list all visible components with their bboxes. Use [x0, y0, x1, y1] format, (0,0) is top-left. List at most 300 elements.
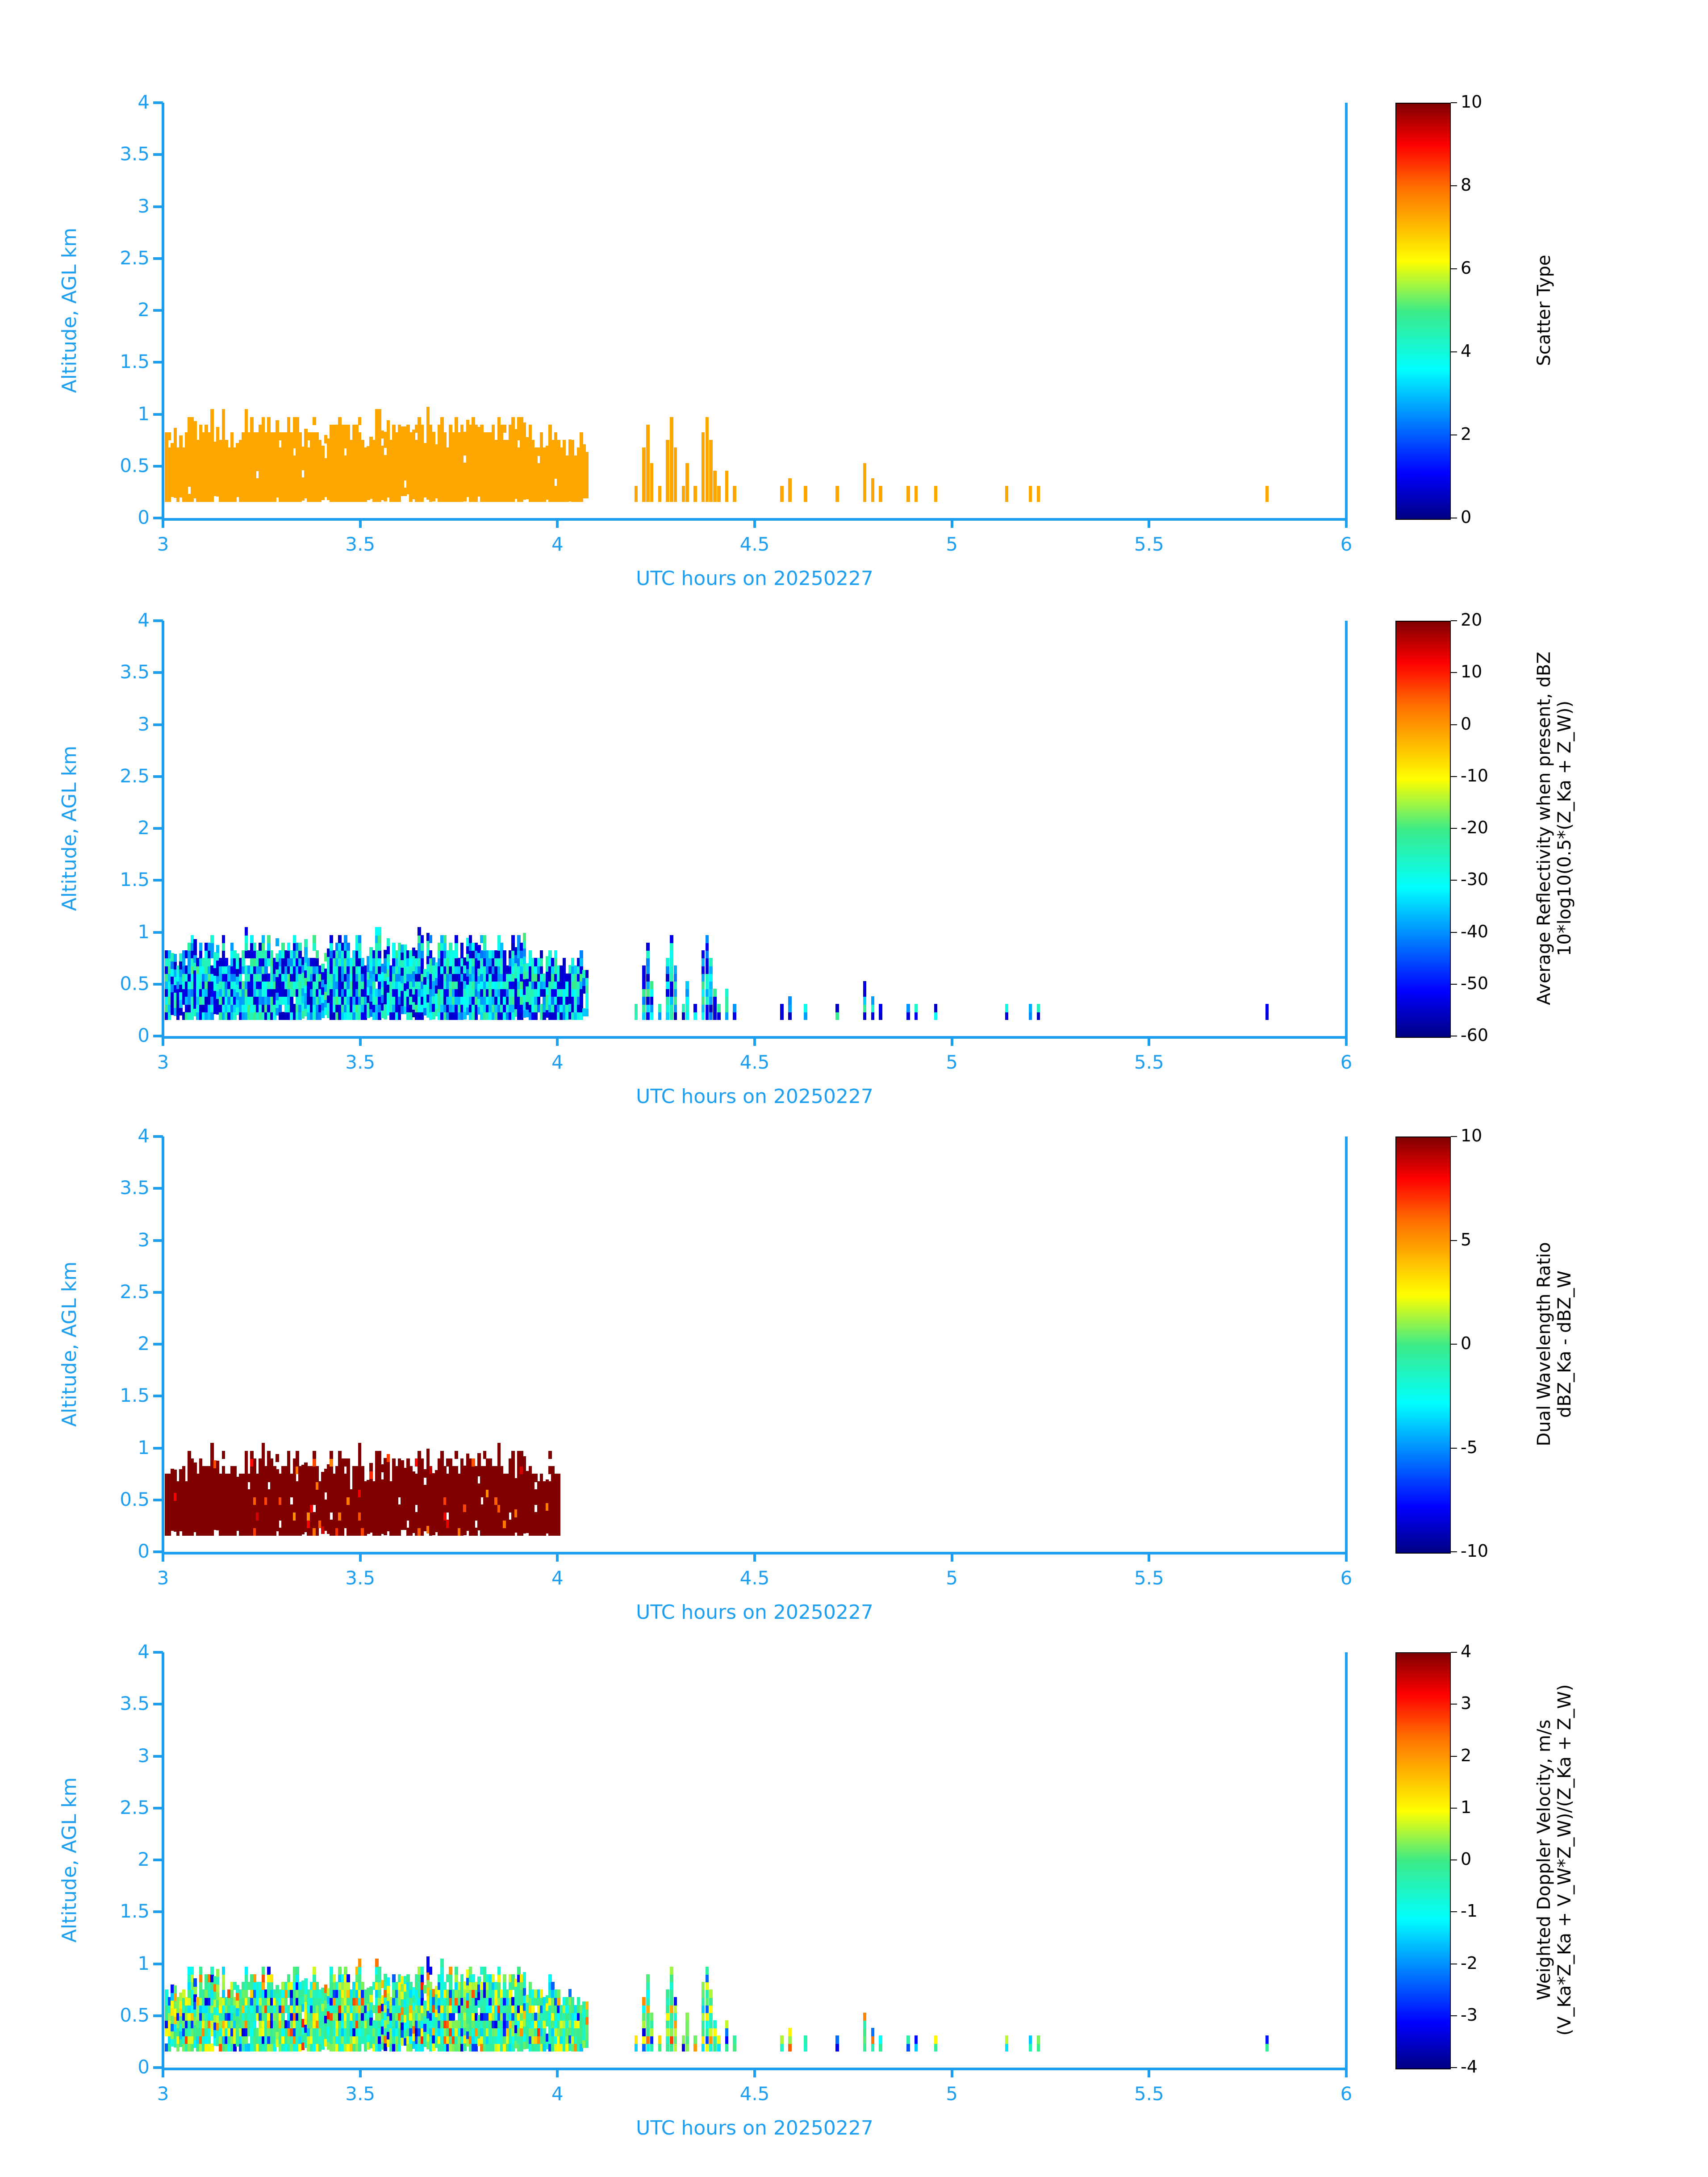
- heatmap-cell: [871, 1004, 875, 1012]
- heatmap-cell: [706, 425, 709, 433]
- heatmap-cell: [296, 1967, 299, 1975]
- heatmap-cell: [551, 1466, 555, 1474]
- heatmap-cell: [713, 486, 717, 494]
- heatmap-cell: [355, 425, 359, 433]
- heatmap-cell: [210, 1967, 214, 1975]
- heatmap-cell: [557, 1528, 560, 1536]
- heatmap-cell: [440, 1451, 444, 1459]
- heatmap-cell: [780, 1012, 784, 1020]
- heatmap-cell: [287, 417, 291, 425]
- heatmap-cell: [253, 1974, 257, 1982]
- heatmap-cell: [1037, 1004, 1040, 1012]
- heatmap-cell: [635, 1012, 638, 1020]
- heatmap-cell: [455, 417, 458, 425]
- heatmap-cell: [529, 1466, 532, 1474]
- heatmap-cell: [666, 440, 669, 448]
- heatmap-cell: [713, 478, 717, 486]
- heatmap-cell: [387, 1454, 390, 1462]
- heatmap-cell: [582, 444, 586, 452]
- heatmap-cell: [788, 1012, 792, 1020]
- heatmap-cell: [426, 1456, 430, 1464]
- heatmap-cell: [316, 1528, 319, 1536]
- heatmap-cell: [287, 1974, 291, 1982]
- heatmap-cell: [706, 432, 709, 440]
- heatmap-cell: [706, 950, 709, 958]
- heatmap-cell: [646, 463, 650, 471]
- heatmap-cell: [674, 1012, 677, 1020]
- heatmap-cell: [658, 494, 662, 502]
- y-tick: [153, 1859, 163, 1861]
- heatmap-cell: [245, 927, 248, 935]
- heatmap-cell: [642, 455, 646, 464]
- colorbar-title: [1534, 621, 1575, 1036]
- heatmap-cell: [702, 989, 705, 997]
- heatmap-cell: [233, 1466, 237, 1474]
- heatmap-cell: [835, 1004, 839, 1012]
- heatmap-cell: [871, 996, 875, 1004]
- colorbar-tick-label: 20: [1461, 610, 1482, 630]
- heatmap-cell: [585, 452, 589, 460]
- heatmap-cell: [347, 1458, 350, 1467]
- y-tick-label: 2: [138, 1848, 150, 1870]
- colorbar-tick-label: -30: [1461, 869, 1489, 890]
- heatmap-cell: [585, 970, 589, 978]
- y-tick-label: 4: [138, 1125, 150, 1147]
- heatmap-cell: [646, 1004, 650, 1012]
- heatmap-cell: [503, 425, 506, 433]
- heatmap-cell: [230, 440, 234, 448]
- heatmap-cell: [267, 425, 271, 433]
- heatmap-cell: [557, 1512, 560, 1520]
- y-tick: [153, 931, 163, 934]
- heatmap-cell: [341, 1528, 345, 1536]
- heatmap-cell: [879, 1004, 882, 1012]
- heatmap-cell: [706, 1012, 709, 1020]
- heatmap-cell: [879, 1012, 882, 1020]
- colorbar-tick: [1451, 1448, 1457, 1449]
- heatmap-cell: [670, 440, 673, 448]
- heatmap-cell: [182, 1466, 186, 1474]
- colorbar-tick: [1451, 1551, 1457, 1552]
- x-tick: [359, 518, 362, 528]
- heatmap-cell: [702, 1004, 705, 1012]
- heatmap-cell: [262, 1967, 265, 1975]
- heatmap-cell: [460, 943, 464, 951]
- colorbar-title-line1: Scatter Type: [1534, 255, 1554, 366]
- heatmap-cell: [222, 1974, 226, 1982]
- heatmap-cell: [563, 965, 566, 974]
- heatmap-cell: [378, 409, 381, 417]
- y-tick-label: 2.5: [120, 247, 150, 269]
- heatmap-cell: [674, 455, 677, 464]
- x-tick-label: 4: [551, 1051, 564, 1073]
- x-tick: [556, 2068, 559, 2077]
- y-tick-label: 0.5: [120, 972, 150, 994]
- heatmap-cell: [733, 494, 736, 502]
- heatmap-cell: [497, 1458, 501, 1467]
- colorbar-tick-label: -20: [1461, 818, 1489, 837]
- heatmap-cell: [443, 935, 447, 943]
- heatmap-cell: [174, 954, 177, 962]
- heatmap-cell: [534, 455, 538, 464]
- heatmap-cell: [406, 425, 410, 433]
- heatmap-cell: [702, 1012, 705, 1020]
- heatmap-cell: [262, 935, 265, 943]
- heatmap-cell: [193, 1978, 197, 1986]
- heatmap-cell: [725, 494, 729, 502]
- heatmap-cell: [666, 494, 669, 502]
- heatmap-cell: [253, 2020, 257, 2028]
- heatmap-cell: [646, 950, 650, 958]
- heatmap-cell: [1005, 1012, 1009, 1020]
- heatmap-cell: [906, 1004, 910, 1012]
- heatmap-cell: [174, 1470, 177, 1478]
- heatmap-cell: [670, 417, 673, 425]
- heatmap-cell: [650, 1004, 654, 1012]
- heatmap-cell: [455, 1451, 458, 1459]
- y-tick-label: 0: [138, 506, 150, 528]
- heatmap-cell: [915, 494, 918, 502]
- heatmap-cell: [1029, 1004, 1032, 1012]
- x-tick: [951, 1552, 953, 1562]
- x-tick: [1345, 2068, 1348, 2077]
- heatmap-cell: [531, 1481, 535, 1489]
- heatmap-cell: [585, 1000, 589, 1008]
- heatmap-cell: [670, 965, 673, 974]
- x-axis-title: UTC hours on 20250227: [636, 2117, 873, 2139]
- heatmap-cell: [863, 989, 867, 997]
- heatmap-data: [163, 621, 1346, 1036]
- x-tick: [951, 518, 953, 528]
- heatmap-cell: [222, 417, 226, 425]
- heatmap-cell: [554, 432, 558, 440]
- heatmap-cell: [392, 425, 396, 433]
- heatmap-cell: [650, 989, 654, 997]
- y-tick-label: 2.5: [120, 765, 150, 787]
- heatmap-cell: [646, 1012, 650, 1020]
- heatmap-cell: [725, 478, 729, 486]
- heatmap-cell: [709, 965, 713, 974]
- heatmap-cell: [780, 486, 784, 494]
- heatmap-cell: [421, 943, 424, 951]
- heatmap-cell: [378, 950, 381, 958]
- x-tick-label: 4: [551, 2083, 564, 2105]
- heatmap-cell: [685, 996, 689, 1004]
- y-tick-label: 0.5: [120, 1488, 150, 1510]
- heatmap-cell: [208, 2035, 211, 2043]
- y-tick-label: 3.5: [120, 1692, 150, 1715]
- colorbar-tick-label: 8: [1461, 175, 1472, 195]
- heatmap-cell: [571, 447, 575, 455]
- heatmap-cell: [296, 425, 299, 433]
- heatmap-cell: [646, 958, 650, 966]
- heatmap-cell: [879, 494, 882, 502]
- heatmap-cell: [557, 1474, 560, 1482]
- x-tick: [1148, 518, 1150, 528]
- heatmap-cell: [316, 1474, 319, 1482]
- y-tick: [153, 1963, 163, 1965]
- heatmap-cell: [642, 1012, 646, 1020]
- heatmap-cell: [449, 1458, 452, 1467]
- heatmap-cell: [222, 1466, 226, 1474]
- x-tick: [951, 2068, 953, 2077]
- heatmap-cell: [531, 1504, 535, 1513]
- heatmap-cell: [281, 943, 285, 951]
- heatmap-cell: [879, 486, 882, 494]
- heatmap-cell: [563, 958, 566, 966]
- heatmap-cell: [421, 432, 424, 440]
- heatmap-cell: [443, 1466, 447, 1474]
- colorbar-gradient: [1396, 622, 1450, 1037]
- y-tick-label: 0: [138, 1024, 150, 1046]
- colorbar-tick-label: 10: [1461, 662, 1482, 682]
- heatmap-cell: [426, 407, 430, 415]
- heatmap-cell: [298, 943, 302, 951]
- heatmap-cell: [347, 1474, 350, 1482]
- heatmap-cell: [230, 1989, 234, 1997]
- heatmap-cell: [585, 993, 589, 1001]
- heatmap-cell: [477, 1453, 481, 1461]
- heatmap-cell: [658, 486, 662, 494]
- heatmap-cell: [709, 447, 713, 455]
- heatmap-cell: [392, 1458, 396, 1467]
- colorbar-tick-label: 0: [1461, 507, 1472, 527]
- colorbar-tick: [1451, 776, 1457, 777]
- heatmap-cell: [347, 425, 350, 433]
- heatmap-cell: [387, 1462, 390, 1470]
- colorbar-tick: [1451, 1136, 1457, 1137]
- heatmap-cell: [863, 1004, 867, 1012]
- heatmap-cell: [276, 938, 279, 946]
- heatmap-cell: [863, 478, 867, 486]
- heatmap-cell: [706, 989, 709, 997]
- heatmap-cell: [313, 1974, 316, 1982]
- heatmap-cell: [372, 981, 376, 989]
- heatmap-cell: [702, 486, 705, 494]
- heatmap-cell: [199, 943, 203, 951]
- heatmap-cell: [709, 440, 713, 448]
- heatmap-cell: [358, 943, 362, 951]
- heatmap-cell: [863, 494, 867, 502]
- heatmap-cell: [281, 2013, 285, 2021]
- heatmap-cell: [650, 996, 654, 1004]
- x-tick-label: 4.5: [739, 1051, 770, 1073]
- heatmap-cell: [208, 958, 211, 966]
- heatmap-cell: [506, 1512, 509, 1520]
- heatmap-cell: [709, 989, 713, 997]
- heatmap-cell: [253, 1458, 257, 1467]
- heatmap-cell: [666, 455, 669, 464]
- heatmap-cell: [871, 1012, 875, 1020]
- heatmap-cell: [358, 1443, 362, 1451]
- heatmap-cell: [253, 1466, 257, 1474]
- heatmap-cell: [222, 1967, 226, 1975]
- heatmap-cell: [863, 996, 867, 1004]
- heatmap-cell: [182, 958, 186, 966]
- heatmap-cell: [267, 417, 271, 425]
- heatmap-cell: [804, 1004, 807, 1012]
- heatmap-cell: [313, 943, 316, 951]
- heatmap-cell: [563, 440, 566, 448]
- heatmap-cell: [706, 417, 709, 425]
- x-tick-label: 6: [1340, 2083, 1353, 2105]
- heatmap-cell: [378, 417, 381, 425]
- heatmap-cell: [780, 1004, 784, 1012]
- heatmap-cell: [264, 1481, 268, 1489]
- heatmap-cell: [666, 974, 669, 982]
- y-tick-label: 2: [138, 1333, 150, 1354]
- heatmap-cell: [270, 1974, 274, 1982]
- heatmap-cell: [670, 1012, 673, 1020]
- colorbar-tick: [1451, 185, 1457, 186]
- y-tick: [153, 1135, 163, 1138]
- heatmap-cell: [788, 996, 792, 1004]
- heatmap-cell: [287, 1497, 291, 1505]
- heatmap-cell: [387, 946, 390, 954]
- heatmap-cell: [642, 996, 646, 1004]
- heatmap-cell: [455, 943, 458, 951]
- y-tick: [153, 257, 163, 260]
- heatmap-cell: [511, 417, 515, 425]
- heatmap-cell: [780, 494, 784, 502]
- heatmap-cell: [193, 421, 197, 429]
- heatmap-cell: [511, 935, 515, 943]
- colorbar-title-line2: dBZ_Ka - dBZ_W: [1554, 1270, 1575, 1418]
- heatmap-cell: [702, 478, 705, 486]
- heatmap-cell: [666, 1012, 669, 1020]
- heatmap-cell: [706, 463, 709, 471]
- heatmap-cell: [216, 945, 220, 953]
- heatmap-cell: [313, 417, 316, 425]
- heatmap-cell: [199, 1967, 203, 1975]
- heatmap-cell: [330, 1451, 333, 1459]
- heatmap-cell: [540, 440, 543, 448]
- colorbar-tick-label: 10: [1461, 92, 1482, 112]
- heatmap-cell: [670, 478, 673, 486]
- heatmap-cell: [304, 939, 308, 947]
- heatmap-cell: [580, 950, 583, 958]
- heatmap-cell: [650, 471, 654, 479]
- heatmap-cell: [1005, 494, 1009, 502]
- heatmap-cell: [361, 1466, 364, 1474]
- heatmap-cell: [330, 935, 333, 943]
- colorbar-tick-label: -40: [1461, 921, 1489, 941]
- heatmap-cell: [401, 1460, 404, 1468]
- colorbar-tick-label: 2: [1461, 424, 1472, 444]
- heatmap-cell: [934, 486, 938, 494]
- heatmap-cell: [685, 463, 689, 471]
- heatmap-cell: [788, 494, 792, 502]
- heatmap-cell: [804, 486, 807, 494]
- x-tick: [1148, 1036, 1150, 1046]
- heatmap-cell: [188, 1451, 191, 1459]
- heatmap-cell: [580, 996, 583, 1004]
- heatmap-cell: [245, 425, 248, 433]
- heatmap-cell: [646, 432, 650, 440]
- heatmap-cell: [387, 938, 390, 946]
- heatmap-cell: [193, 947, 197, 955]
- heatmap-cell: [682, 486, 685, 494]
- heatmap-cell: [168, 432, 171, 440]
- heatmap-cell: [1029, 494, 1032, 502]
- heatmap-cell: [670, 471, 673, 479]
- heatmap-cell: [222, 1451, 226, 1459]
- heatmap-cell: [642, 494, 646, 502]
- heatmap-cell: [199, 425, 203, 433]
- heatmap-cell: [276, 1454, 279, 1462]
- heatmap-cell: [245, 1974, 248, 1982]
- colorbar-tick: [1451, 102, 1457, 103]
- heatmap-cell: [871, 494, 875, 502]
- y-tick: [153, 1187, 163, 1190]
- heatmap-cell: [709, 486, 713, 494]
- x-tick: [753, 518, 756, 528]
- heatmap-cell: [267, 943, 271, 951]
- heatmap-cell: [440, 417, 444, 425]
- heatmap-cell: [906, 494, 910, 502]
- x-tick-label: 5: [946, 1567, 958, 1589]
- x-tick: [951, 1036, 953, 1046]
- heatmap-cell: [523, 933, 526, 941]
- x-axis-title: UTC hours on 20250227: [636, 1085, 873, 1108]
- heatmap-cell: [788, 486, 792, 494]
- heatmap-cell: [455, 950, 458, 958]
- heatmap-cell: [915, 1012, 918, 1020]
- heatmap-cell: [709, 981, 713, 989]
- heatmap-cell: [670, 455, 673, 464]
- heatmap-cell: [296, 1451, 299, 1459]
- colorbar: [1395, 1137, 1451, 1554]
- heatmap-cell: [347, 1982, 350, 1990]
- heatmap-cell: [182, 1989, 186, 1997]
- heatmap-cell: [670, 447, 673, 455]
- heatmap-cell: [666, 965, 669, 974]
- y-tick: [153, 1910, 163, 1913]
- heatmap-cell: [449, 425, 452, 433]
- heatmap-cell: [387, 428, 390, 436]
- heatmap-cell: [500, 943, 504, 951]
- x-tick-label: 3: [157, 1567, 169, 1589]
- y-axis-title: Altitude, AGL km: [58, 227, 81, 393]
- heatmap-cell: [835, 494, 839, 502]
- heatmap-cell: [733, 1004, 736, 1012]
- heatmap-cell: [511, 1458, 515, 1467]
- heatmap-cell: [666, 447, 669, 455]
- heatmap-cell: [674, 471, 677, 479]
- heatmap-cell: [702, 981, 705, 989]
- heatmap-cell: [709, 478, 713, 486]
- heatmap-cell: [863, 486, 867, 494]
- heatmap-cell: [210, 409, 214, 417]
- heatmap-cell: [702, 950, 705, 958]
- heatmap-cell: [1029, 1012, 1032, 1020]
- heatmap-cell: [557, 1497, 560, 1505]
- heatmap-cell: [523, 948, 526, 956]
- heatmap-cell: [706, 478, 709, 486]
- heatmap-cell: [523, 940, 526, 949]
- heatmap-cell: [670, 1004, 673, 1012]
- heatmap-cell: [185, 486, 188, 494]
- heatmap-cell: [347, 432, 350, 440]
- heatmap-cell: [580, 958, 583, 966]
- heatmap-cell: [287, 1458, 291, 1467]
- heatmap-cell: [313, 1967, 316, 1975]
- heatmap-cell: [293, 1474, 296, 1482]
- heatmap-cell: [670, 486, 673, 494]
- heatmap-cell: [585, 1008, 589, 1016]
- y-tick-label: 1.5: [120, 869, 150, 891]
- heatmap-cell: [358, 417, 362, 425]
